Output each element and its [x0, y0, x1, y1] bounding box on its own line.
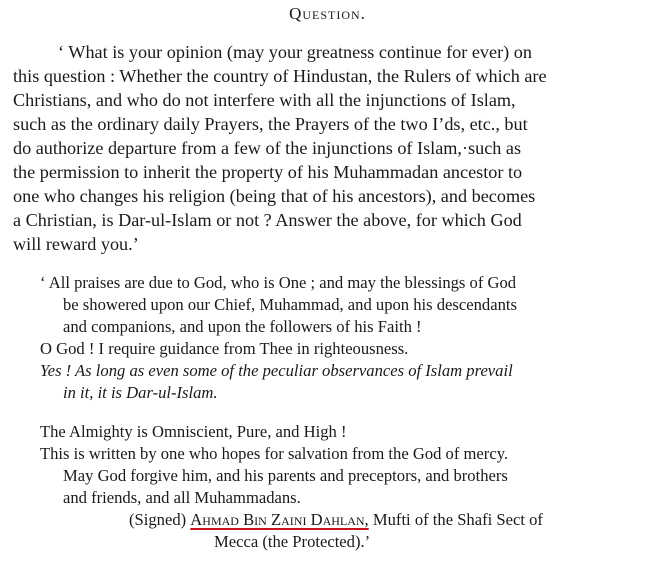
praise-line: ‘ All praises are due to God, who is One ; and may the blessings of God — [40, 273, 517, 292]
praise-line: and companions, and upon the followers of his Faith ! — [63, 317, 422, 336]
written-line: and friends, and all Muhammadans. — [63, 488, 301, 507]
question-line: this question : Whether the country of Hindustan, the Rulers of which are — [13, 66, 547, 86]
signature-name: Ahmad Bin Zaini Dahlan, — [190, 510, 369, 529]
signature-place-line: Mecca (the Protected).’ — [214, 532, 371, 551]
answer-line: in it, it is Dar-ul-Islam. — [63, 383, 218, 402]
guidance-line: O God ! I require guidance from Thee in righteousness. — [40, 339, 409, 358]
question-line: such as the ordinary daily Prayers, the Prayers of the two I’ds, etc., but — [13, 114, 528, 134]
almighty-line: The Almighty is Omniscient, Pure, and High ! — [40, 422, 347, 441]
question-line: do authorize departure from a few of the injunctions of Islam,·such as — [13, 138, 522, 158]
question-line: the permission to inherit the property of his Muhammadan ancestor to — [13, 162, 523, 182]
answer-line: Yes ! As long as even some of the peculiar observances of Islam prevail — [40, 361, 513, 380]
written-line: May God forgive him, and his parents and preceptors, and brothers — [63, 466, 508, 485]
signature-prefix: (Signed) — [129, 510, 191, 529]
written-line: This is written by one who hopes for salvation from the God of mercy. — [40, 444, 509, 463]
praise-line: be showered upon our Chief, Muhammad, and upon his descendants — [63, 295, 517, 314]
question-line: ‘ What is your opinion (may your greatness continue for ever) on — [58, 42, 532, 62]
question-line: one who changes his religion (being that of his ancestors), and becomes — [13, 186, 536, 206]
page-heading: Question. — [289, 4, 366, 23]
question-line: will reward you.’ — [13, 234, 139, 254]
question-line: Christians, and who do not interfere with all the injunctions of Islam, — [13, 90, 516, 110]
signature-line — [129, 512, 543, 529]
question-line: a Christian, is Dar-ul-Islam or not ? Answer the above, for which God — [13, 210, 522, 230]
signature-suffix: Mufti of the Shafi Sect of — [368, 510, 543, 529]
